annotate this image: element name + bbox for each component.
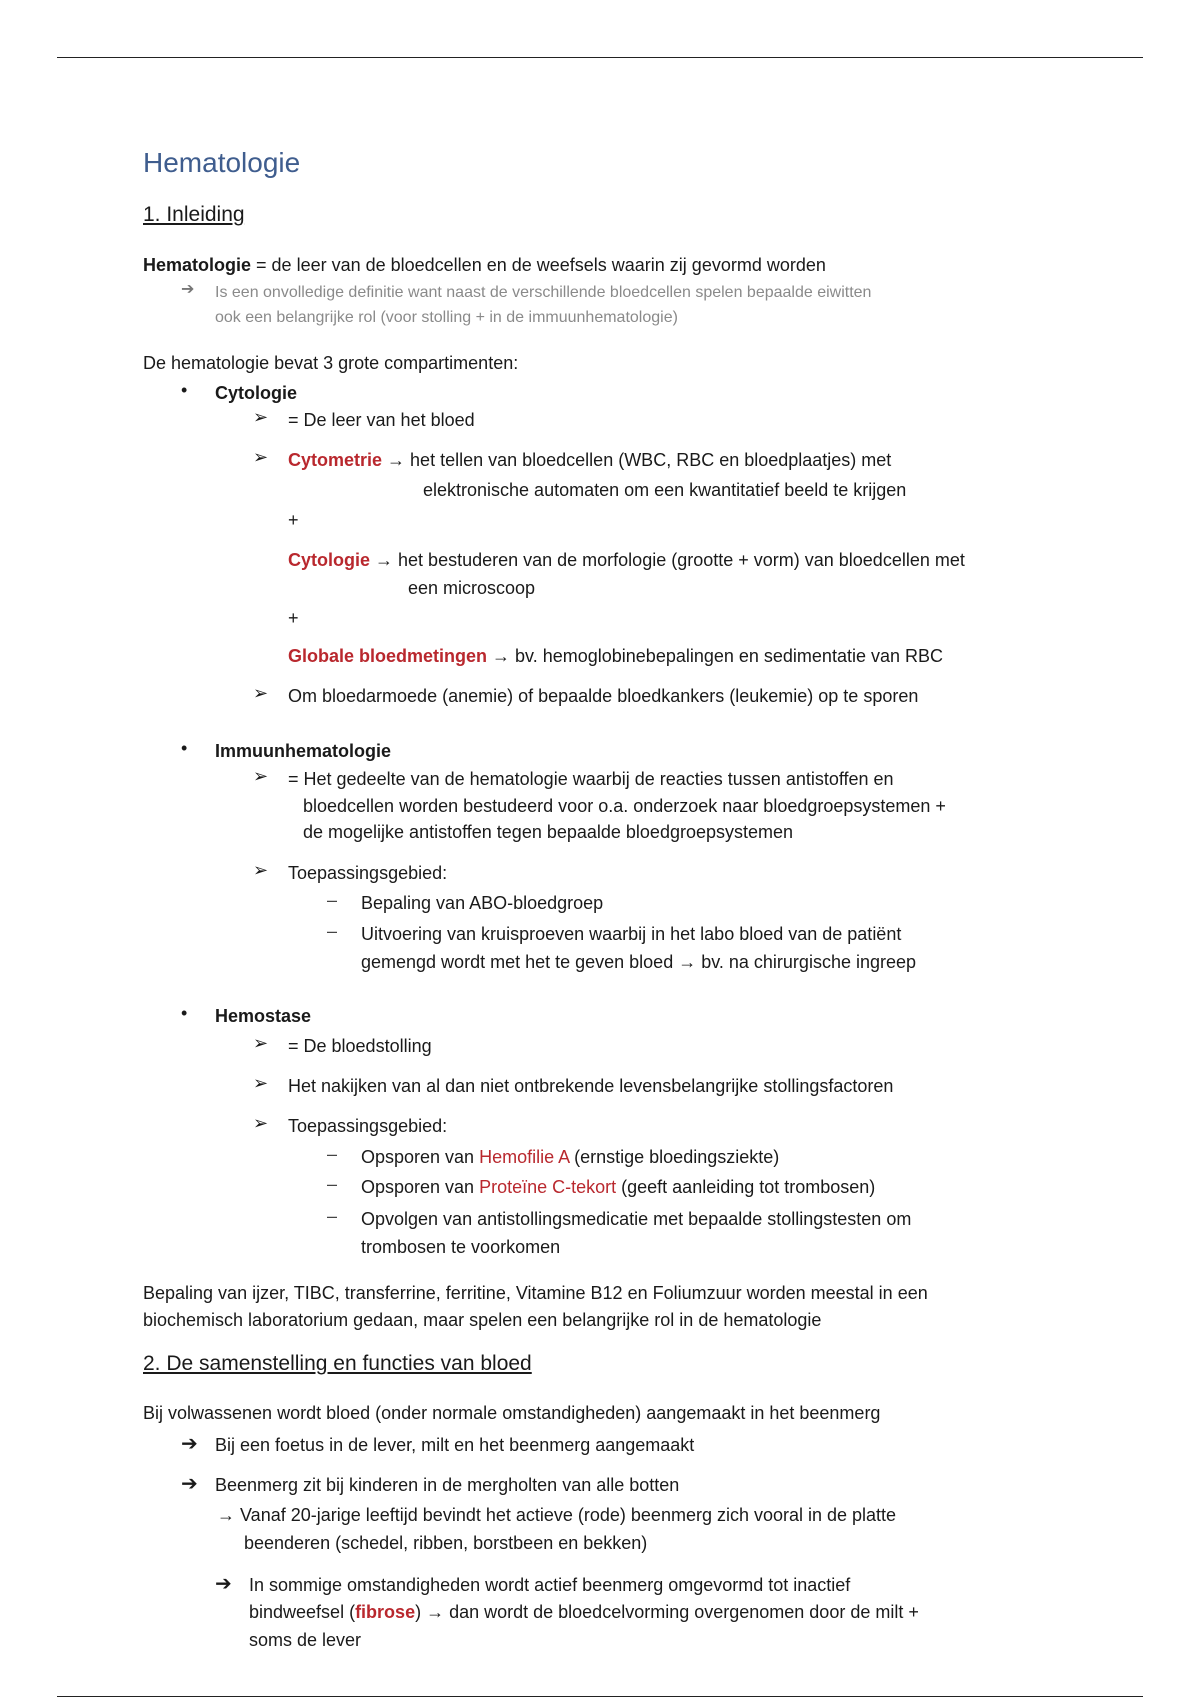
arrow-right-icon: → — [387, 450, 406, 470]
section-heading-1: 1. Inleiding — [143, 203, 245, 226]
s2-intro: Bij volwassenen wordt bloed (onder normale omstandigheden) aangemaakt in het beenmerg — [143, 1403, 881, 1423]
cytometrie-line1 — [288, 447, 891, 473]
dash-icon: – — [327, 921, 338, 941]
s2-item4-line2 — [249, 1599, 919, 1625]
hemostase-sub3-line2: trombosen te voorkomen — [361, 1237, 561, 1257]
section-heading-2: 2. De samenstelling en functies van bloed — [143, 1352, 532, 1375]
immuun-heading: Immuunhematologie — [215, 741, 392, 761]
immuun-item2: Toepassingsgebied: — [288, 863, 448, 883]
chevron-icon: ➢ — [253, 407, 269, 427]
hemostase-sub2-b: (geeft aanleiding tot trombosen) — [616, 1177, 876, 1197]
hemostase-sub3-line1: Opvolgen van antistollingsmedicatie met bepaalde stollingstesten om — [361, 1209, 912, 1229]
cytologie-heading: Cytologie — [215, 383, 298, 403]
s2-item3-text: Vanaf 20-jarige leeftijd bevindt het actieve (rode) beenmerg zich vooral in de platte — [240, 1505, 897, 1525]
chevron-icon: ➢ — [253, 1033, 269, 1053]
cytometrie-line2: elektronische automaten om een kwantitatief beeld te krijgen — [423, 480, 907, 500]
dash-icon: – — [327, 1174, 338, 1194]
chevron-icon: ➢ — [253, 1073, 269, 1093]
cytologie-term: Cytologie — [288, 550, 371, 570]
hemostase-sub2-a: Opsporen van — [361, 1177, 480, 1197]
bullet-icon: • — [181, 738, 188, 758]
s2-item4-c: dan wordt de bloedcelvorming overgenomen door de milt + — [444, 1602, 919, 1622]
cytologie-line2: een microscoop — [408, 578, 536, 598]
definition — [143, 252, 826, 278]
immuun-item1-line1: = Het gedeelte van de hematologie waarbij de reacties tussen antistoffen en — [288, 769, 894, 789]
arrow-right-icon: → — [375, 550, 394, 570]
bepaling-line1: Bepaling van ijzer, TIBC, transferrine, ferritine, Vitamine B12 en Foliumzuur worden meestal in een — [143, 1283, 928, 1303]
hemofilie-term: Hemofilie A — [479, 1147, 570, 1167]
cytologie-text-1: het bestuderen van de morfologie (grootte + vorm) van bloedcellen met — [393, 550, 965, 570]
chevron-icon: ➢ — [253, 1113, 269, 1133]
arrow-right-icon: ➔ — [181, 1433, 198, 1455]
plus-sign: + — [288, 510, 299, 530]
globale-term: Globale bloedmetingen — [288, 646, 488, 666]
fibrose-term: fibrose — [355, 1602, 416, 1622]
s2-item4-b: ) — [415, 1602, 427, 1622]
dash-icon: – — [327, 1144, 338, 1164]
immuun-item1-line2: bloedcellen worden bestudeerd voor o.a. onderzoek naar bloedgroepsystemen + — [303, 796, 946, 816]
chevron-icon: ➢ — [253, 683, 269, 703]
header-rule — [57, 57, 1143, 58]
immuun-sub1: Bepaling van ABO-bloedgroep — [361, 893, 604, 913]
hemostase-item1: = De bloedstolling — [288, 1036, 432, 1056]
chevron-icon: ➢ — [253, 860, 269, 880]
s2-item3-line2: beenderen (schedel, ribben, borstbeen en bekken) — [244, 1533, 648, 1553]
dash-icon: – — [327, 1206, 338, 1226]
s2-item4-line1: In sommige omstandigheden wordt actief beenmerg omgevormd tot inactief — [249, 1575, 851, 1595]
page-title: Hematologie — [143, 147, 301, 178]
hemostase-item2: Het nakijken van al dan niet ontbrekende levensbelangrijke stollingsfactoren — [288, 1076, 894, 1096]
s2-item2: Beenmerg zit bij kinderen in de mergholten van alle botten — [215, 1475, 680, 1495]
bepaling-line2: biochemisch laboratorium gedaan, maar spelen een belangrijke rol in de hematologie — [143, 1310, 822, 1330]
cytometrie-term: Cytometrie — [288, 450, 383, 470]
bullet-icon: • — [181, 380, 188, 400]
globale-line — [288, 643, 943, 669]
arrow-right-icon: → — [492, 646, 511, 666]
cyto-item-3: Om bloedarmoede (anemie) of bepaalde bloedkankers (leukemie) op te sporen — [288, 686, 919, 706]
globale-text: bv. hemoglobinebepalingen en sedimentatie van RBC — [510, 646, 943, 666]
hemostase-sub1 — [361, 1144, 779, 1170]
dash-icon: – — [327, 890, 338, 910]
arrow-right-icon: ➔ — [181, 1473, 198, 1495]
s2-item4-a: bindweefsel ( — [249, 1602, 356, 1622]
s2-item3-line1 — [217, 1502, 896, 1528]
cyto-item-1: = De leer van het bloed — [288, 410, 475, 430]
definition-note-line1: Is een onvolledige definitie want naast de verschillende bloedcellen spelen bepaalde eiwitten — [215, 284, 872, 301]
definition-text: = de leer van de bloedcellen en de weefsels waarin zij gevormd worden — [251, 255, 826, 275]
immuun-sub2-line2 — [361, 949, 916, 975]
bullet-icon: • — [181, 1003, 188, 1023]
arrow-right-icon: ➔ — [215, 1573, 232, 1595]
hemostase-sub1-a: Opsporen van — [361, 1147, 480, 1167]
arrow-right-icon: → — [217, 1505, 235, 1525]
immuun-sub2-text: gemengd wordt met het te geven bloed — [361, 952, 679, 972]
definition-term: Hematologie — [143, 255, 252, 275]
definition-note-line2: ook een belangrijke rol (voor stolling + in de immuunhematologie) — [215, 309, 678, 326]
immuun-item1-line3: de mogelijke antistoffen tegen bepaalde bloedgroepsystemen — [303, 822, 794, 842]
immuun-sub2-text-b: bv. na chirurgische ingreep — [696, 952, 917, 972]
plus-sign: + — [288, 608, 299, 628]
arrow-right-icon: → — [678, 952, 697, 972]
arrow-right-icon: → — [426, 1602, 445, 1622]
chevron-icon: ➢ — [253, 447, 269, 467]
compartments-intro: De hematologie bevat 3 grote compartimenten: — [143, 353, 519, 373]
immuun-sub2-line1: Uitvoering van kruisproeven waarbij in het labo bloed van de patiënt — [361, 924, 902, 944]
footer-rule — [57, 1696, 1143, 1697]
hemostase-item3: Toepassingsgebied: — [288, 1116, 448, 1136]
arrow-right-icon: ➔ — [181, 281, 195, 298]
s2-item4-line3: soms de lever — [249, 1630, 362, 1650]
hemostase-heading: Hemostase — [215, 1006, 312, 1026]
cytometrie-text-1: het tellen van bloedcellen (WBC, RBC en bloedplaatjes) met — [405, 450, 892, 470]
s2-item1: Bij een foetus in de lever, milt en het beenmerg aangemaakt — [215, 1435, 695, 1455]
proteine-term: Proteïne C-tekort — [479, 1177, 617, 1197]
cytologie-line1 — [288, 547, 965, 573]
hemostase-sub2 — [361, 1174, 875, 1200]
chevron-icon: ➢ — [253, 766, 269, 786]
hemostase-sub1-b: (ernstige bloedingsziekte) — [569, 1147, 780, 1167]
